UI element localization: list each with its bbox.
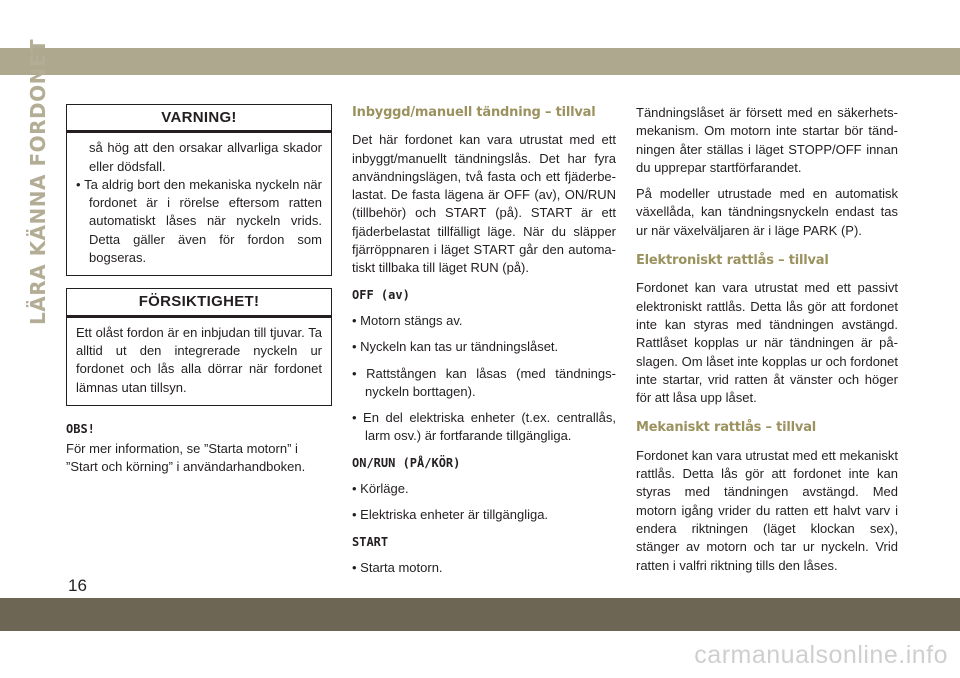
column-middle: [352, 104, 616, 585]
heading-ignition: Inbyggd/manuell tändning – tillval: [352, 105, 596, 120]
heading-electronic-lock: Elektroniskt rattlås – tillval: [636, 253, 829, 269]
list-item: • Körläge.: [352, 481, 409, 497]
paragraph-safety: Tändningslåset är försett med en säkerhetsmekanism. Om motorn inte startar bör tändningen åter ställas i läget STOPP/OFF innan du upprepar startförfarandet.: [636, 105, 898, 175]
page-number: 16: [68, 576, 87, 595]
paragraph-electronic-lock: Fordonet kan vara utrustat med ett passivt elektroniskt rattlås. Detta lås gör att fordonet inte kan styras med tändningen avstängd. Rattlåset kopplas ur när tändningen är påslagen. Om låset inte kopplas ur och fordonet inte startar, vrid ratten åt vänster och höger för att låsa upp låset.: [636, 280, 898, 406]
chapter-side-tab: LÄRA KÄNNA FORDONET: [26, 38, 50, 325]
note-label: OBS!: [66, 421, 95, 436]
heading-mechanical-lock: Mekaniskt rattlås – tillval: [636, 420, 817, 436]
caution-title: FÖRSIKTIGHET!: [67, 289, 331, 317]
list-item: • Motorn stängs av.: [352, 312, 463, 328]
column-right: [636, 104, 898, 583]
watermark: carmanualsonline.info: [694, 641, 948, 669]
list-item: • Elektriska enheter är tillgängliga.: [352, 507, 549, 523]
note-text: För mer information, se ”Starta motorn” i ”Start och körning” i användarhandboken.: [66, 441, 306, 475]
list-item: • Nyckeln kan tas ur tändningslåset.: [352, 339, 559, 355]
warning-body: [67, 133, 331, 275]
caution-body: [67, 318, 331, 405]
warning-title: VARNING!: [67, 105, 331, 133]
list-item: • En del elektriska enheter (t.ex. centrallås, larm osv.) är fortfarande tillgängliga.: [352, 410, 616, 444]
column-left: [66, 104, 332, 485]
off-label: OFF (av): [352, 287, 410, 302]
top-band: [0, 48, 960, 75]
caution-text: Ett olåst fordon är en inbjudan till tjuvar. Ta alltid ut den integrerade nyckeln ur fordonet och lås alla dörrar när fordonet lämnas utan tillsyn.: [76, 324, 322, 395]
list-item: • Starta motorn.: [352, 559, 443, 575]
ignition-intro: Det här fordonet kan vara utrustat med ett inbyggt/manuellt tändningslås. Det har fyra användningslägen, två fasta och ett fjäderbelastat. De fasta lägena är OFF (av), ON/RUN (tillbehör) och START (på). START är ett fjäderbelastat tillfälligt läge. När du släpper fjärröppnaren i läget START går den automatiskt tillbaka till läget RUN (på).: [352, 132, 616, 276]
bottom-band: [0, 598, 960, 631]
caution-box: [66, 288, 332, 405]
warning-box: [66, 104, 332, 276]
paragraph-automatic: På modeller utrustade med en automatisk växellåda, kan tändningsnyckeln endast tas ur när växelväljaren är i läge PARK (P).: [636, 186, 898, 238]
list-item: • Rattstången kan låsas (med tändningsnyckeln borttagen).: [352, 365, 616, 399]
paragraph-mechanical-lock: Fordonet kan vara utrustat med ett mekaniskt rattlås. Detta lås gör att fordonet inte kan styras med tändningen avstängd. Med motorn igång vrider du ratten ett halvt varv i endera riktningen (läget klockan sex), stänger av motorn och tar ur nyckeln. Vrid ratten i valfri riktning tills den låses.: [636, 447, 898, 573]
start-label: START: [352, 534, 389, 549]
warning-bullet: • Ta aldrig bort den mekaniska nyckeln när fordonet är i rörelse eftersom ratten automatiskt låses när nyckeln vrids. Detta gäller även för fordon som bogseras.: [76, 176, 322, 266]
warning-continuation: så hög att den orsakar allvarliga skador eller dödsfall.: [89, 140, 322, 174]
onrun-label: ON/RUN (PÅ/KÖR): [352, 455, 461, 470]
